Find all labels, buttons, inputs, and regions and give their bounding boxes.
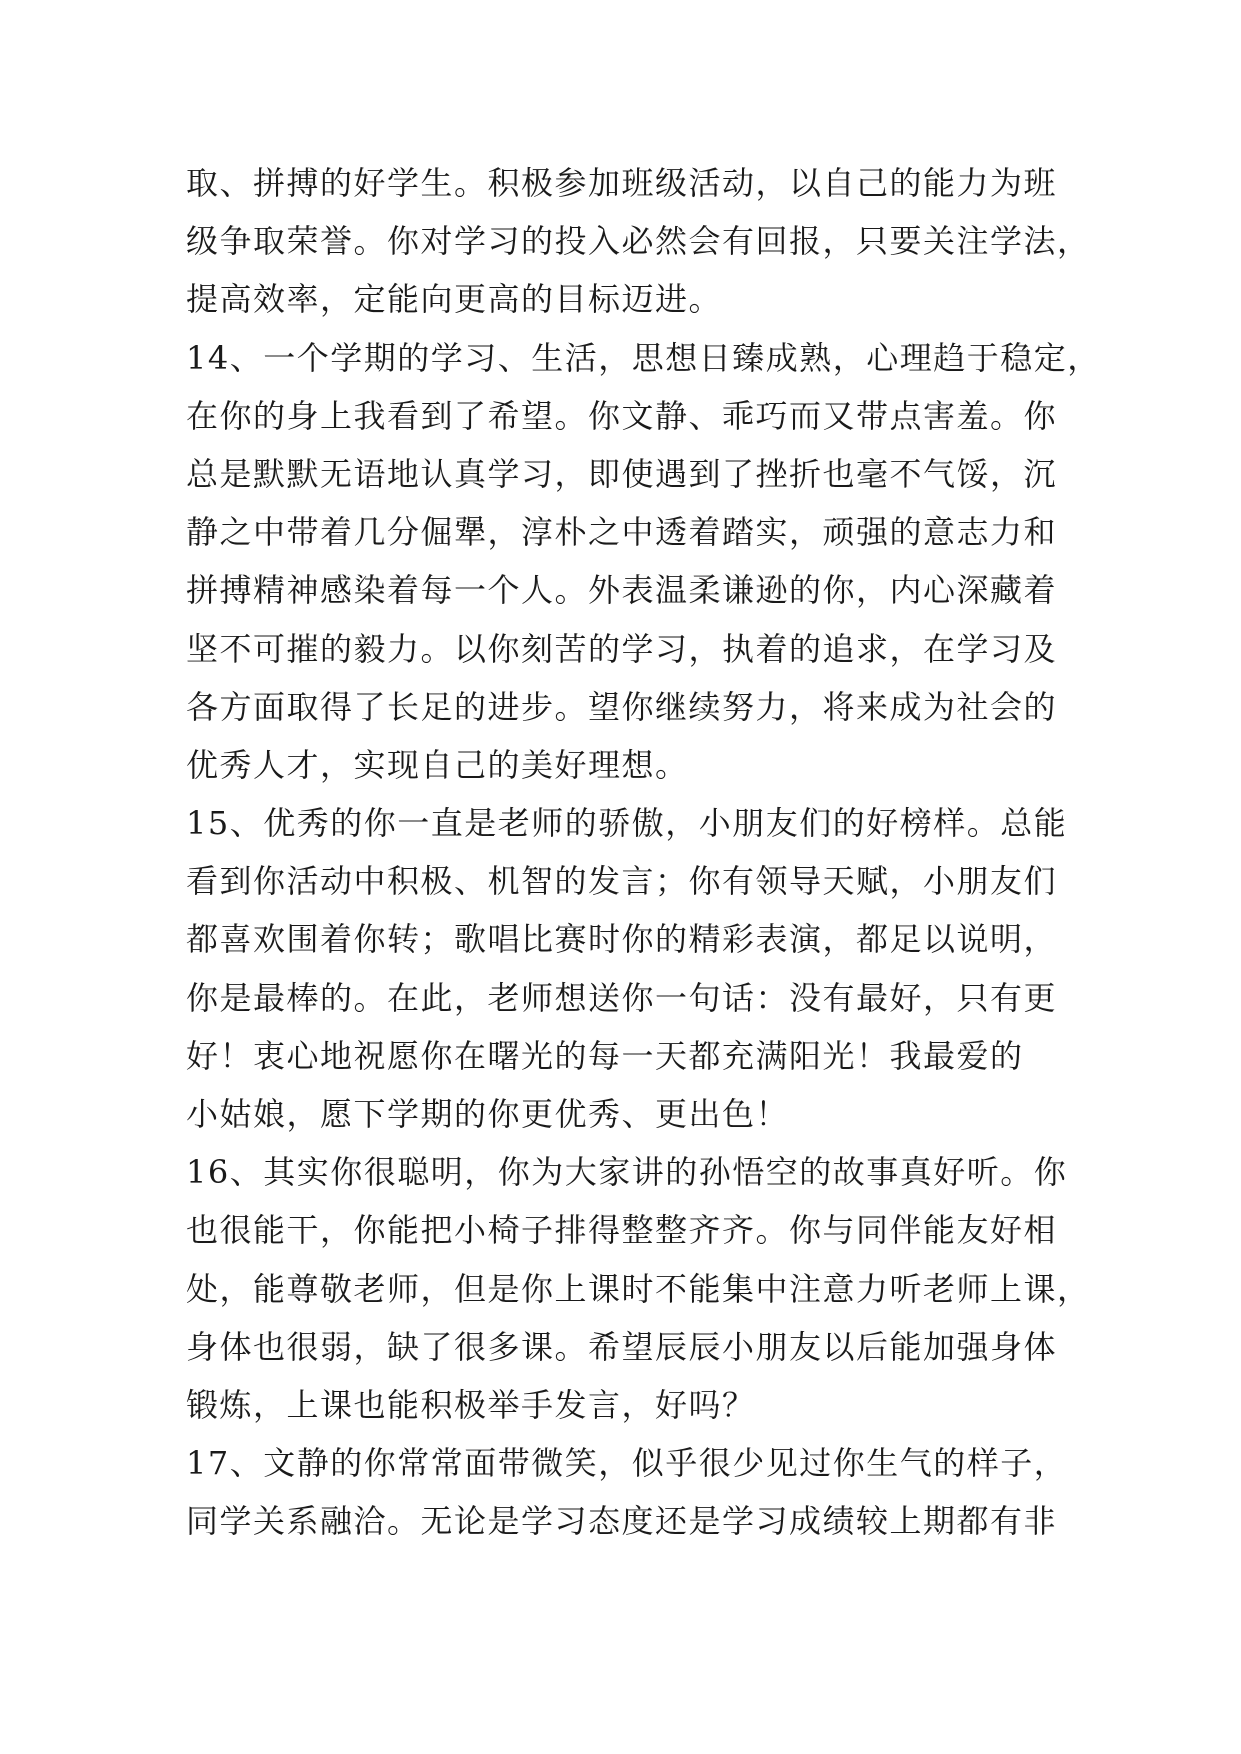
text-line: 在你的身上我看到了希望。你文静、乖巧而又带点害羞。你 bbox=[186, 396, 1058, 435]
text-line: 提高效率，定能向更高的目标迈进。 bbox=[186, 280, 723, 319]
text-line: 优秀人才，实现自己的美好理想。 bbox=[186, 745, 689, 784]
text-line: 各方面取得了长足的进步。望你继续努力，将来成为社会的 bbox=[186, 687, 1058, 726]
text-line: 看到你活动中积极、机智的发言；你有领导天赋，小朋友们 bbox=[186, 862, 1058, 901]
text-line: 17、文静的你常常面带微笑，似乎很少见过你生气的样子， bbox=[186, 1444, 1068, 1483]
text-line: 小姑娘，愿下学期的你更优秀、更出色！ bbox=[186, 1095, 790, 1133]
text-line: 15、优秀的你一直是老师的骄傲，小朋友们的好榜样。总能 bbox=[186, 804, 1068, 843]
body-text bbox=[186, 154, 1101, 1551]
text-line: 拼搏精神感染着每一个人。外表温柔谦逊的你，内心深藏着 bbox=[186, 571, 1058, 610]
text-line: 14、一个学期的学习、生活，思想日臻成熟，心理趋于稳定， bbox=[186, 338, 1101, 377]
text-line: 你是最棒的。在此，老师想送你一句话：没有最好，只有更 bbox=[186, 978, 1058, 1017]
text-line: 好！衷心地祝愿你在曙光的每一天都充满阳光！我最爱的 bbox=[186, 1036, 1024, 1075]
text-line: 也很能干，你能把小椅子排得整整齐齐。你与同伴能友好相 bbox=[186, 1211, 1058, 1250]
text-line: 取、拼搏的好学生。积极参加班级活动，以自己的能力为班 bbox=[186, 164, 1058, 202]
text-line: 坚不可摧的毅力。以你刻苦的学习，执着的追求，在学习及 bbox=[186, 629, 1058, 668]
text-line: 身体也很弱，缺了很多课。希望辰辰小朋友以后能加强身体 bbox=[186, 1327, 1058, 1366]
text-line: 16、其实你很聪明，你为大家讲的孙悟空的故事真好听。你 bbox=[186, 1153, 1068, 1192]
text-line: 处，能尊敬老师，但是你上课时不能集中注意力听老师上课， bbox=[186, 1269, 1091, 1308]
text-line: 总是默默无语地认真学习，即使遇到了挫折也毫不气馁，沉 bbox=[186, 454, 1058, 493]
text-line: 锻炼，上课也能积极举手发言，好吗？ bbox=[186, 1385, 756, 1424]
text-line: 同学关系融洽。无论是学习态度还是学习成绩较上期都有非 bbox=[186, 1502, 1058, 1541]
text-line: 静之中带着几分倔犟，淳朴之中透着踏实，顽强的意志力和 bbox=[186, 513, 1058, 552]
text-line: 级争取荣誉。你对学习的投入必然会有回报，只要关注学法， bbox=[186, 222, 1091, 261]
text-line: 都喜欢围着你转；歌唱比赛时你的精彩表演，都足以说明， bbox=[186, 920, 1058, 959]
